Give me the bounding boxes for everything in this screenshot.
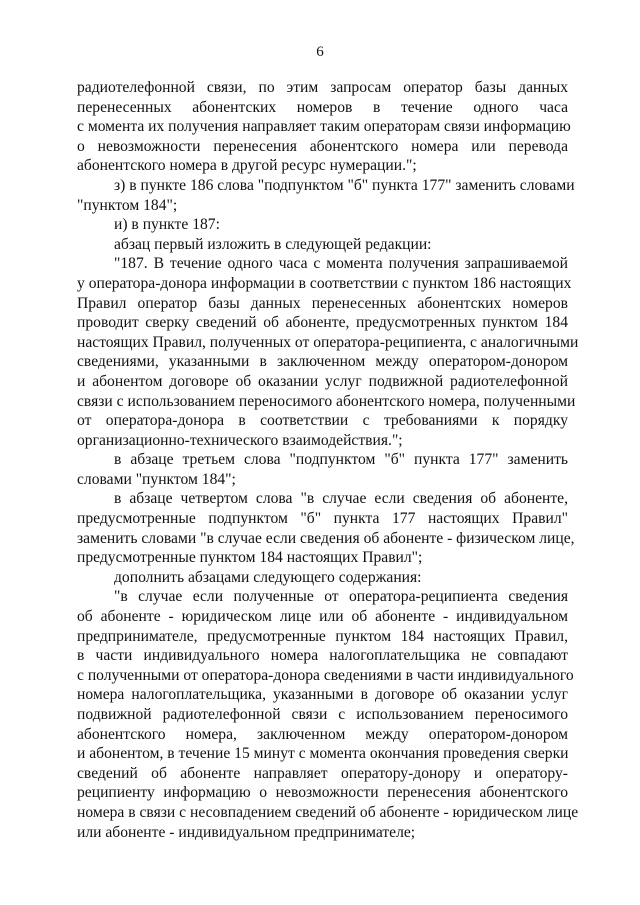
text-line: или абоненте - индивидуальном предпринимателе; <box>77 823 416 841</box>
text-line: "187. В течение одного часа с момента получения запрашиваемой <box>114 255 568 273</box>
text-line: настоящих Правил, полученных от оператора-реципиента, с аналогичными <box>77 333 579 351</box>
text-line: словами "пунктом 184"; <box>77 470 236 488</box>
text-line: реципиенту информацию о невозможности перенесения абонентского <box>77 784 568 802</box>
text-line: радиотелефонной связи, по этим запросам оператор базы данных <box>77 79 568 96</box>
text-line: абонентского номера в другой ресурс нумерации."; <box>77 157 417 175</box>
text-line: номера в связи с несовпадением сведений об абоненте - юридическом лице <box>77 803 579 821</box>
text-line: у оператора-донора информации в соответствии с пунктом 186 настоящих <box>77 274 572 292</box>
text-line: с полученными от оператора-донора сведениями в части индивидуального <box>77 666 574 684</box>
text-line: предпринимателе, предусмотренные пунктом 184 настоящих Правил, <box>77 627 568 645</box>
text-line: сведений об абоненте направляет оператору-донору и оператору- <box>77 764 568 782</box>
page-number: 6 <box>316 44 324 60</box>
text-line: о невозможности перенесения абонентского номера или перевода <box>77 137 568 155</box>
text-line: от оператора-донора в соответствии с требованиями к порядку <box>77 412 568 430</box>
document-body <box>77 78 579 842</box>
text-line: абонентского номера, заключенном между оператором-донором <box>77 725 568 743</box>
text-line: "в случае если полученные от оператора-реципиента сведения <box>114 588 568 606</box>
text-line: з) в пункте 186 слова "подпунктом "б" пункта 177" заменить словами <box>114 176 575 194</box>
text-line: и абонентом, в течение 15 минут с момента окончания проведения сверки <box>77 745 569 763</box>
text-line: в абзаце третьем слова "подпунктом "б" пункта 177" заменить <box>114 451 568 469</box>
text-line: в абзаце четвертом слова "в случае если сведения об абоненте, <box>114 490 568 508</box>
text-line: сведениями, указанными в заключенном между оператором-донором <box>77 353 568 371</box>
text-line: заменить словами "в случае если сведения об абоненте - физическом лице, <box>77 529 575 547</box>
text-line: подвижной радиотелефонной связи с использованием переносимого <box>77 706 568 723</box>
text-line: проводит сверку сведений об абоненте, предусмотренных пунктом 184 <box>77 314 568 332</box>
text-line: и) в пункте 187: <box>114 216 220 234</box>
text-line: "пунктом 184"; <box>77 196 178 214</box>
text-line: связи с использованием переносимого абонентского номера, полученными <box>77 392 576 410</box>
text-line: об абоненте - юридическом лице или об абоненте - индивидуальном <box>77 608 568 626</box>
text-line: дополнить абзацами следующего содержания: <box>114 568 422 586</box>
text-line: в части индивидуального номера налогоплательщика не совпадают <box>77 647 568 665</box>
text-line: предусмотренные подпунктом "б" пункта 177 настоящих Правил" <box>77 510 568 528</box>
text-line: организационно-технического взаимодействия."; <box>77 431 403 449</box>
text-line: и абонентом договоре об оказании услуг подвижной радиотелефонной <box>77 372 568 390</box>
text-line: номера налогоплательщика, указанными в договоре об оказании услуг <box>77 686 568 704</box>
text-line: перенесенных абонентских номеров в течение одного часа <box>77 98 568 116</box>
text-line: абзац первый изложить в следующей редакции: <box>114 235 432 253</box>
text-line: Правил оператор базы данных перенесенных абонентских номеров <box>77 294 568 312</box>
text-line: с момента их получения направляет таким операторам связи информацию <box>77 118 571 136</box>
text-line: предусмотренные пунктом 184 настоящих Правил"; <box>77 549 423 567</box>
